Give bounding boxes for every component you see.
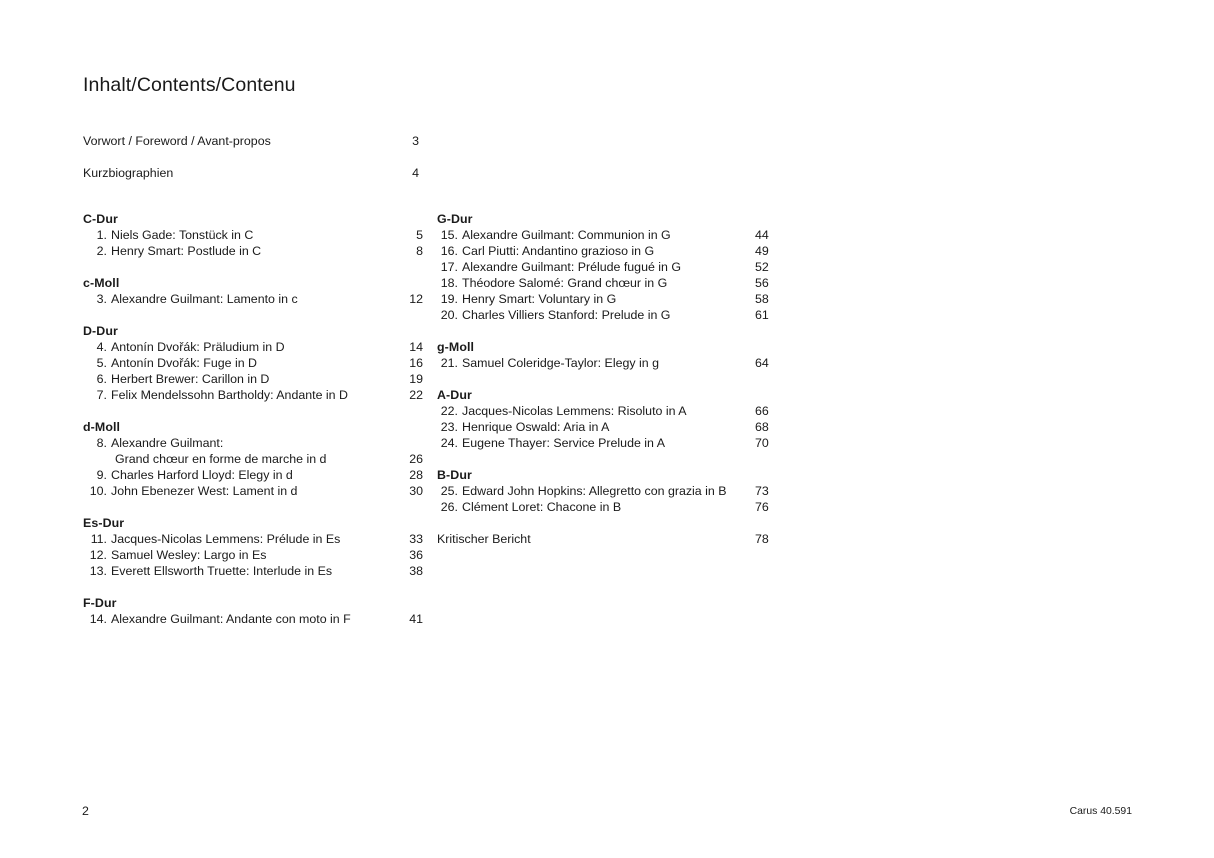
toc-entry-number: 1.	[96, 228, 107, 242]
toc-section	[83, 275, 423, 307]
toc-entry-title: Alexandre Guilmant: Communion in G	[462, 228, 671, 242]
toc-entry-title: Alexandre Guilmant:	[111, 436, 224, 450]
toc-entry[interactable]	[83, 243, 423, 259]
toc-entry-page-number: 26	[409, 452, 423, 466]
toc-entry[interactable]	[83, 451, 423, 467]
toc-entry-page-number: 52	[755, 260, 769, 274]
toc-section	[437, 467, 779, 515]
toc-entry-number: 20.	[440, 308, 458, 322]
toc-entry[interactable]	[83, 611, 423, 627]
toc-entry[interactable]	[83, 371, 423, 387]
toc-column-left	[83, 211, 423, 627]
section-heading: C-Dur	[83, 212, 118, 226]
toc-entry[interactable]	[437, 483, 779, 499]
toc-entry-number: 7.	[96, 388, 107, 402]
toc-entry-title: Alexandre Guilmant: Prélude fugué in G	[462, 260, 682, 274]
section-heading: D-Dur	[83, 324, 118, 338]
toc-entry-title: Antonín Dvořák: Fuge in D	[111, 356, 258, 370]
toc-entry-title: Grand chœur en forme de marche in d	[115, 452, 327, 466]
toc-entry-title: Antonín Dvořák: Präludium in D	[111, 340, 285, 354]
toc-entry-title: John Ebenezer West: Lament in d	[111, 484, 298, 498]
frontmatter-label: Kurzbiographien	[83, 166, 174, 180]
toc-entry-number: 14.	[89, 612, 107, 626]
toc-entry-title: Henrique Oswald: Aria in A	[462, 420, 610, 434]
toc-entry[interactable]	[437, 499, 779, 515]
section-heading: B-Dur	[437, 468, 472, 482]
toc-entry[interactable]	[437, 243, 779, 259]
toc-column-right	[437, 211, 779, 547]
toc-entry-page-number: 49	[755, 244, 769, 258]
toc-entry-number: 21.	[440, 356, 458, 370]
toc-entry-page-number: 68	[755, 420, 769, 434]
toc-entry-page-number: 44	[755, 228, 769, 242]
toc-entry-title: Felix Mendelssohn Bartholdy: Andante in D	[111, 388, 348, 402]
toc-entry-title: Théodore Salomé: Grand chœur in G	[462, 276, 668, 290]
toc-entry-title: Jacques-Nicolas Lemmens: Risoluto in A	[462, 404, 687, 418]
toc-entry-page-number: 19	[409, 372, 423, 386]
toc-section	[437, 211, 779, 323]
toc-entry[interactable]	[83, 435, 423, 451]
toc-entry-number: 26.	[440, 500, 458, 514]
toc-section	[83, 323, 423, 403]
toc-entry-title: Henry Smart: Postlude in C	[111, 244, 262, 258]
toc-entry[interactable]	[83, 291, 423, 307]
toc-entry-page-number: 22	[409, 388, 423, 402]
toc-entry-page-number: 30	[409, 484, 423, 498]
toc-entry[interactable]	[83, 355, 423, 371]
toc-entry-number: 10.	[89, 484, 107, 498]
toc-entry[interactable]	[437, 227, 779, 243]
toc-entry-title: Samuel Coleridge-Taylor: Elegy in g	[462, 356, 659, 370]
toc-entry-number: 2.	[96, 244, 107, 258]
toc-entry-page-number: 33	[409, 532, 423, 546]
toc-entry-number: 13.	[89, 564, 107, 578]
toc-entry[interactable]	[437, 291, 779, 307]
toc-section	[83, 595, 423, 627]
toc-entry-page-number: 64	[755, 356, 769, 370]
toc-entry-title: Charles Villiers Stanford: Prelude in G	[462, 308, 671, 322]
toc-section	[83, 211, 423, 259]
backmatter-label: Kritischer Bericht	[437, 532, 531, 546]
frontmatter-row-inner	[83, 165, 419, 181]
frontmatter-label: Vorwort / Foreword / Avant-propos	[83, 134, 271, 148]
frontmatter-row	[83, 133, 423, 165]
backmatter-entry[interactable]	[437, 531, 779, 547]
toc-entry-page-number: 14	[409, 340, 423, 354]
toc-entry[interactable]	[437, 275, 779, 291]
page-title: Inhalt/Contents/Contenu	[83, 74, 296, 96]
toc-entry[interactable]	[83, 531, 423, 547]
toc-entry-number: 15.	[440, 228, 458, 242]
toc-section	[437, 387, 779, 451]
toc-entry[interactable]	[83, 339, 423, 355]
toc-entry[interactable]	[437, 259, 779, 275]
toc-entry-title: Everett Ellsworth Truette: Interlude in Es	[111, 564, 333, 578]
section-heading: Es-Dur	[83, 516, 125, 530]
toc-entry[interactable]	[437, 403, 779, 419]
section-heading: c-Moll	[83, 276, 120, 290]
toc-entry-page-number: 5	[416, 228, 423, 242]
toc-entry-page-number: 73	[755, 484, 769, 498]
section-heading: d-Moll	[83, 420, 121, 434]
frontmatter-page-number: 3	[412, 134, 419, 148]
backmatter-page-number: 78	[755, 532, 769, 546]
toc-entry-title: Alexandre Guilmant: Andante con moto in F	[111, 612, 351, 626]
toc-entry[interactable]	[83, 483, 423, 499]
toc-entry-title: Samuel Wesley: Largo in Es	[111, 548, 267, 562]
toc-entry-number: 17.	[440, 260, 458, 274]
toc-entry-number: 11.	[90, 532, 107, 546]
toc-entry[interactable]	[437, 419, 779, 435]
footer-imprint: Carus 40.591	[1069, 806, 1132, 817]
toc-entry-page-number: 16	[409, 356, 423, 370]
toc-entry[interactable]	[83, 547, 423, 563]
toc-entry-page-number: 56	[755, 276, 769, 290]
toc-entry-title: Henry Smart: Voluntary in G	[462, 292, 617, 306]
frontmatter-row-inner	[83, 133, 419, 149]
toc-entry-number: 6.	[96, 372, 107, 386]
toc-entry-number: 5.	[96, 356, 107, 370]
toc-entry-number: 8.	[96, 436, 107, 450]
toc-entry[interactable]	[83, 387, 423, 403]
toc-entry[interactable]	[437, 355, 779, 371]
toc-entry-page-number: 8	[416, 244, 423, 258]
toc-entry-page-number: 66	[755, 404, 769, 418]
toc-entry-number: 23.	[440, 420, 458, 434]
toc-entry-title: Eugene Thayer: Service Prelude in A	[462, 436, 665, 450]
toc-section	[437, 339, 779, 371]
toc-entry-number: 3.	[96, 292, 107, 306]
frontmatter-list	[83, 133, 423, 197]
toc-entry-page-number: 38	[409, 564, 423, 578]
section-heading: F-Dur	[83, 596, 117, 610]
toc-entry-number: 25.	[440, 484, 458, 498]
toc-entry-number: 16.	[440, 244, 458, 258]
toc-entry-page-number: 41	[409, 612, 423, 626]
toc-section	[83, 515, 423, 579]
footer-page-number: 2	[82, 804, 89, 818]
toc-entry-title: Edward John Hopkins: Allegretto con grazia in B	[462, 484, 727, 498]
toc-entry-page-number: 76	[755, 500, 769, 514]
toc-entry-title: Jacques-Nicolas Lemmens: Prélude in Es	[111, 532, 341, 546]
toc-entry-number: 12.	[89, 548, 107, 562]
section-heading: A-Dur	[437, 388, 472, 402]
toc-entry-title: Herbert Brewer: Carillon in D	[111, 372, 270, 386]
toc-entry-number: 19.	[440, 292, 458, 306]
toc-entry[interactable]	[83, 563, 423, 579]
toc-entry-page-number	[397, 435, 423, 451]
toc-entry-number: 22.	[440, 404, 458, 418]
toc-entry-number: 4.	[96, 340, 107, 354]
section-heading: G-Dur	[437, 212, 473, 226]
toc-entry[interactable]	[437, 307, 779, 323]
toc-entry-page-number: 70	[755, 436, 769, 450]
toc-entry-page-number: 28	[409, 468, 423, 482]
toc-entry[interactable]	[83, 467, 423, 483]
toc-entry[interactable]	[437, 435, 779, 451]
toc-entry-number: 24.	[440, 436, 458, 450]
toc-entry-title: Clément Loret: Chacone in B	[462, 500, 622, 514]
toc-section	[83, 419, 423, 499]
section-heading: g-Moll	[437, 340, 475, 354]
toc-entry-title: Niels Gade: Tonstück in C	[111, 228, 254, 242]
toc-entry[interactable]	[83, 227, 423, 243]
frontmatter-row	[83, 165, 423, 197]
toc-entry-page-number: 61	[755, 308, 769, 322]
toc-entry-page-number: 12	[409, 292, 423, 306]
frontmatter-page-number: 4	[412, 166, 419, 180]
toc-entry-page-number: 58	[755, 292, 769, 306]
toc-entry-page-number: 36	[409, 548, 423, 562]
toc-entry-number: 9.	[96, 468, 107, 482]
toc-entry-title: Charles Harford Lloyd: Elegy in d	[111, 468, 293, 482]
toc-entry-title: Alexandre Guilmant: Lamento in c	[111, 292, 298, 306]
toc-entry-number: 18.	[440, 276, 458, 290]
toc-entry-title: Carl Piutti: Andantino grazioso in G	[462, 244, 655, 258]
